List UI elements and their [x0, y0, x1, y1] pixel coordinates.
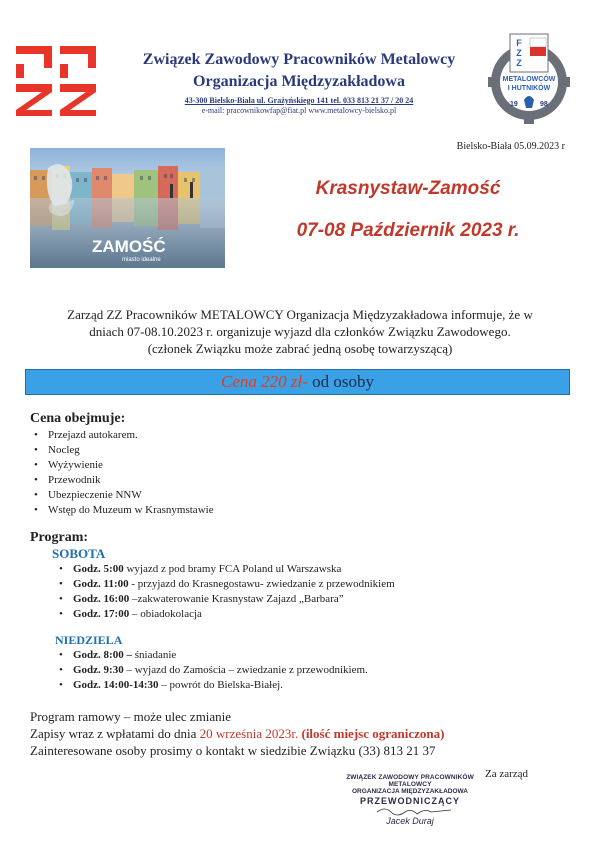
org-name-line1: Związek Zawodowy Pracowników Metalowcy	[142, 51, 456, 68]
intro-paragraph	[30, 306, 570, 357]
schedule-text: – powrót do Bielska-Białej.	[158, 679, 283, 691]
price-amount: Cena 220 zł-	[220, 372, 308, 391]
schedule-item	[55, 592, 395, 607]
list-item: • Ubezpieczenie NNW	[30, 488, 214, 503]
schedule-text: – obiadokolacja	[129, 608, 202, 620]
list-item: • Przewodnik	[30, 473, 214, 488]
includes-heading: Cena obejmuje:	[30, 411, 126, 426]
photo-caption: ZAMOŚĆ	[92, 237, 166, 256]
footer-notes	[30, 708, 444, 759]
schedule-item	[55, 678, 368, 693]
stamp-line1: ZWIĄZEK ZAWODOWY PRACOWNIKÓW METALOWCY	[346, 774, 474, 788]
schedule-text: – wyjazd do Zamościa – zwiedzanie z przewodnikiem.	[123, 664, 368, 676]
schedule-item	[55, 607, 395, 622]
fzz-logo-right	[488, 30, 570, 128]
stamp-name: Jacek Duraj	[386, 816, 434, 826]
list-item: • Wstęp do Muzeum w Krasnymstawie	[30, 503, 214, 518]
intro-line: Zarząd ZZ Pracowników METALOWCY Organizacja Międzyzakładowa informuje, że w	[67, 307, 533, 322]
footer-line-contact: Zainteresowane osoby prosimy o kontakt w siedzibie Związku (33) 813 21 37	[30, 743, 436, 758]
logo-letter-z1: Z	[516, 48, 522, 58]
union-logo-left	[14, 44, 98, 118]
stamp-line2: ORGANIZACJA MIĘDZYZAKŁADOWA	[351, 788, 469, 795]
list-item: • Przejazd autokarem.	[30, 428, 214, 443]
signature-icon	[375, 806, 455, 816]
schedule-text: śniadanie	[131, 649, 177, 661]
schedule-item	[55, 663, 368, 678]
logo-letter-z2: Z	[516, 58, 522, 68]
organization-header	[100, 50, 498, 115]
list-item: • Wyżywienie	[30, 458, 214, 473]
footer-line-deadline	[30, 725, 444, 742]
schedule-time: Godz. 16:00	[73, 593, 130, 605]
logo-text-hutnikow: I HUTNIKÓW	[507, 85, 551, 92]
photo-subcaption: miasto idealne	[122, 257, 161, 263]
includes-list	[30, 428, 214, 518]
deadline-note: (ilość miejsc ograniczona)	[298, 726, 445, 741]
sunday-heading: NIEDZIELA	[55, 633, 123, 647]
zamosc-photo	[30, 148, 225, 268]
schedule-text: –zakwaterowanie Krasnystaw Zajazd „Barbara”	[129, 593, 344, 605]
trip-title-dates: 07-08 Październik 2023 r.	[296, 220, 520, 241]
price-banner	[25, 369, 570, 395]
schedule-item	[55, 577, 395, 592]
schedule-text: wyjazd z pod bramy FCA Poland ul Warszawska	[123, 563, 342, 575]
org-address: 43-300 Bielsko-Biała ul. Grażyńskiego 141 tel. 033 813 21 37 / 20 24	[184, 96, 414, 105]
document-date: Bielsko-Biała 05.09.2023 r	[456, 141, 565, 152]
sunday-schedule	[55, 648, 368, 693]
program-heading: Program:	[30, 530, 89, 545]
trip-title	[238, 178, 578, 242]
schedule-time: Godz. 5:00	[73, 563, 124, 575]
schedule-time: Godz. 9:30	[73, 664, 124, 676]
schedule-item	[55, 648, 368, 663]
schedule-item	[55, 562, 395, 577]
stamp-title: PRZEWODNICZĄCY	[360, 796, 460, 806]
list-item: • Nocleg	[30, 443, 214, 458]
intro-line: dniach 07-08.10.2023 r. organizuje wyjazd dla członków Związku Zawodowego.	[89, 324, 511, 339]
logo-year-left: 19	[510, 101, 518, 108]
schedule-time: Godz. 11:00	[73, 578, 129, 590]
footer-line-program: Program ramowy – może ulec zmianie	[30, 709, 232, 724]
deadline-prefix: Zapisy wraz z wpłatami do dnia	[30, 726, 200, 741]
schedule-time: Godz. 8:00 –	[73, 649, 132, 661]
trip-title-route: Krasnystaw-Zamość	[315, 178, 501, 199]
deadline-date: 20 września 2023r.	[199, 726, 299, 741]
schedule-time: Godz. 17:00	[73, 608, 130, 620]
za-zarzad-label: Za zarząd	[485, 768, 529, 780]
chairman-stamp	[335, 774, 485, 834]
logo-letter-f: F	[516, 38, 522, 48]
saturday-schedule	[55, 562, 395, 622]
logo-text-metalowcow: METALOWCÓW	[502, 76, 556, 83]
org-contact: e-mail: pracownikowfap@fiat.pl www.metalowcy-bielsko.pl	[201, 106, 397, 115]
logo-year-right: 98	[540, 101, 548, 108]
saturday-heading: SOBOTA	[52, 546, 106, 561]
schedule-text: - przyjazd do Krasnegostawu- zwiedzanie z przewodnikiem	[128, 578, 395, 590]
org-name-line2: Organizacja Międzyzakładowa	[193, 73, 405, 90]
schedule-time: Godz. 14:00-14:30	[73, 679, 159, 691]
intro-line: (członek Związku może zabrać jedną osobę towarzyszącą)	[147, 341, 453, 356]
price-per-person: od osoby	[307, 372, 374, 391]
